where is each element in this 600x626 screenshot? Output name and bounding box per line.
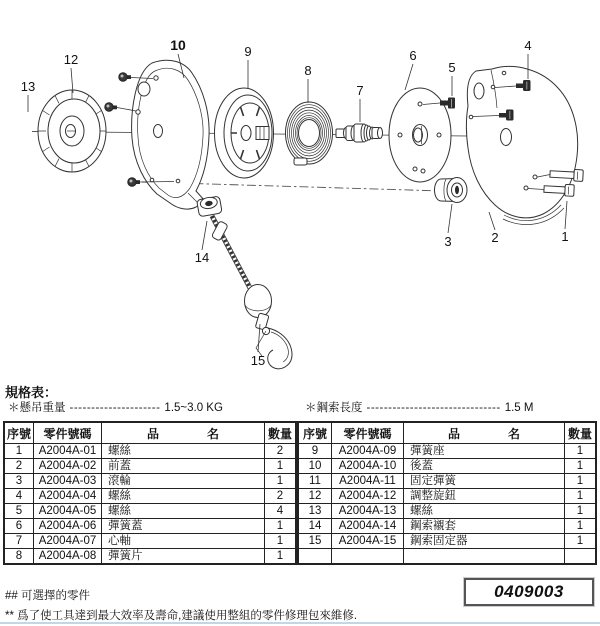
table-cell: A2004A-01 [34, 444, 102, 459]
table-cell: A2004A-15 [332, 534, 404, 549]
parts-tables [3, 421, 597, 565]
parts-table-right [297, 421, 597, 565]
table-cell: 螺絲 [102, 489, 265, 504]
part-label-9: 9 [244, 44, 252, 59]
table-row [298, 459, 596, 474]
table-cell: 螺絲 [102, 504, 265, 519]
table-row [4, 459, 296, 474]
table-cell: A2004A-14 [332, 519, 404, 534]
table-row [298, 534, 596, 549]
table-cell: 1 [565, 519, 597, 534]
part-adjust-knob [38, 90, 106, 172]
table-cell: 螺絲 [404, 504, 565, 519]
spec-value: 1.5~3.0 KG [164, 402, 223, 414]
part-label-6: 6 [409, 48, 417, 63]
part-label-8: 8 [304, 63, 312, 78]
table-cell: 1 [265, 534, 297, 549]
table-row [298, 504, 596, 519]
part-cable [211, 216, 250, 288]
table-cell: A2004A-10 [332, 459, 404, 474]
part-back-cover [132, 60, 209, 209]
part-label-2: 2 [491, 230, 499, 245]
table-cell: A2004A-08 [34, 549, 102, 565]
table-cell: 1 [565, 534, 597, 549]
note-maintenance: ** 爲了使工具達到最大效率及壽命,建議使用整組的零件修理包來維修. [5, 610, 358, 622]
note-optional-parts: ## 可選擇的零件 [5, 590, 90, 602]
table-cell: 彈簧座 [404, 444, 565, 459]
part-spring-leaf [286, 102, 333, 165]
table-cell: A2004A-04 [34, 489, 102, 504]
table-cell: A2004A-05 [34, 504, 102, 519]
table-cell: 7 [4, 534, 34, 549]
document-code-box [464, 578, 594, 606]
table-cell: 2 [265, 444, 297, 459]
parts-table-left [3, 421, 297, 565]
table-row [298, 549, 596, 565]
table-cell: 1 [565, 489, 597, 504]
spec-suspension-weight [8, 399, 223, 415]
part-label-7: 7 [356, 83, 364, 98]
table-row [4, 549, 296, 565]
table-cell: 鋼索固定器 [404, 534, 565, 549]
spec-value: 1.5 M [504, 402, 534, 414]
part-shaft [336, 124, 383, 142]
spec-cable-length [305, 399, 533, 415]
table-row [298, 489, 596, 504]
table-header-row [4, 422, 296, 444]
table-cell: 1 [265, 459, 297, 474]
table-cell: 1 [565, 444, 597, 459]
table-cell: 15 [298, 534, 332, 549]
table-cell: 10 [298, 459, 332, 474]
table-row [4, 489, 296, 504]
column-header: 序號 [298, 422, 332, 444]
table-cell: 彈簧蓋 [102, 519, 265, 534]
part-label-4: 4 [524, 38, 532, 53]
column-header: 品 名 [102, 422, 265, 444]
table-cell: 1 [265, 519, 297, 534]
column-header: 品 名 [404, 422, 565, 444]
table-header-row [298, 422, 596, 444]
table-cell: 滾輪 [102, 474, 265, 489]
table-cell: 5 [4, 504, 34, 519]
column-header: 序號 [4, 422, 34, 444]
column-header: 數量 [565, 422, 597, 444]
document-code: 0409003 [494, 582, 564, 601]
table-cell [565, 549, 597, 565]
spec-table-title: 規格表： [5, 385, 58, 400]
table-cell: 4 [265, 504, 297, 519]
table-cell [298, 549, 332, 565]
table-cell: A2004A-03 [34, 474, 102, 489]
table-cell: 螺絲 [102, 444, 265, 459]
part-label-13: 13 [20, 79, 36, 94]
column-header: 零件號碼 [332, 422, 404, 444]
table-cell: 1 [265, 549, 297, 565]
table-row [4, 504, 296, 519]
spec-label: ＊懸吊重量 [8, 402, 66, 414]
table-cell: 鋼索襯套 [404, 519, 565, 534]
table-cell [332, 549, 404, 565]
table-row [298, 519, 596, 534]
part-label-1: 1 [561, 229, 569, 244]
table-cell: 1 [565, 504, 597, 519]
column-header: 零件號碼 [34, 422, 102, 444]
part-label-3: 3 [444, 234, 452, 249]
table-cell: 1 [565, 459, 597, 474]
table-row [4, 534, 296, 549]
spec-leader: --------------------- [69, 402, 161, 414]
table-cell: 心軸 [102, 534, 265, 549]
part-label-10: 10 [170, 37, 186, 53]
table-cell: 1 [565, 474, 597, 489]
table-cell [404, 549, 565, 565]
table-cell: A2004A-11 [332, 474, 404, 489]
table-cell: 14 [298, 519, 332, 534]
table-row [4, 519, 296, 534]
table-cell: A2004A-09 [332, 444, 404, 459]
table-row [298, 444, 596, 459]
table-cell: 13 [298, 504, 332, 519]
table-cell: A2004A-02 [34, 459, 102, 474]
spec-leader: ------------------------------- [366, 402, 501, 414]
part-label-15: 15 [250, 353, 266, 368]
part-label-5: 5 [448, 60, 456, 75]
table-cell: 前蓋 [102, 459, 265, 474]
table-row [298, 474, 596, 489]
table-cell: 2 [265, 489, 297, 504]
table-cell: 後蓋 [404, 459, 565, 474]
part-spring-seat [215, 88, 274, 178]
table-cell: 1 [4, 444, 34, 459]
column-header: 數量 [265, 422, 297, 444]
part-front-cover [467, 66, 578, 224]
table-cell: A2004A-13 [332, 504, 404, 519]
table-cell: 6 [4, 519, 34, 534]
table-cell: 調整旋鈕 [404, 489, 565, 504]
table-cell: A2004A-06 [34, 519, 102, 534]
table-cell: 9 [298, 444, 332, 459]
table-cell: 11 [298, 474, 332, 489]
table-cell: 彈簧片 [102, 549, 265, 565]
table-cell: 4 [4, 489, 34, 504]
table-cell: 12 [298, 489, 332, 504]
table-cell: 3 [4, 474, 34, 489]
bottom-rule [0, 622, 600, 624]
table-cell: 1 [265, 474, 297, 489]
part-label-14: 14 [194, 250, 210, 265]
part-label-12: 12 [63, 52, 79, 67]
table-cell: 2 [4, 459, 34, 474]
table-row [4, 474, 296, 489]
part-roller [435, 178, 468, 203]
table-cell: 固定彈簧 [404, 474, 565, 489]
spec-label: ＊鋼索長度 [305, 402, 363, 414]
table-row [4, 444, 296, 459]
table-cell: A2004A-12 [332, 489, 404, 504]
table-cell: A2004A-07 [34, 534, 102, 549]
table-cell: 8 [4, 549, 34, 565]
